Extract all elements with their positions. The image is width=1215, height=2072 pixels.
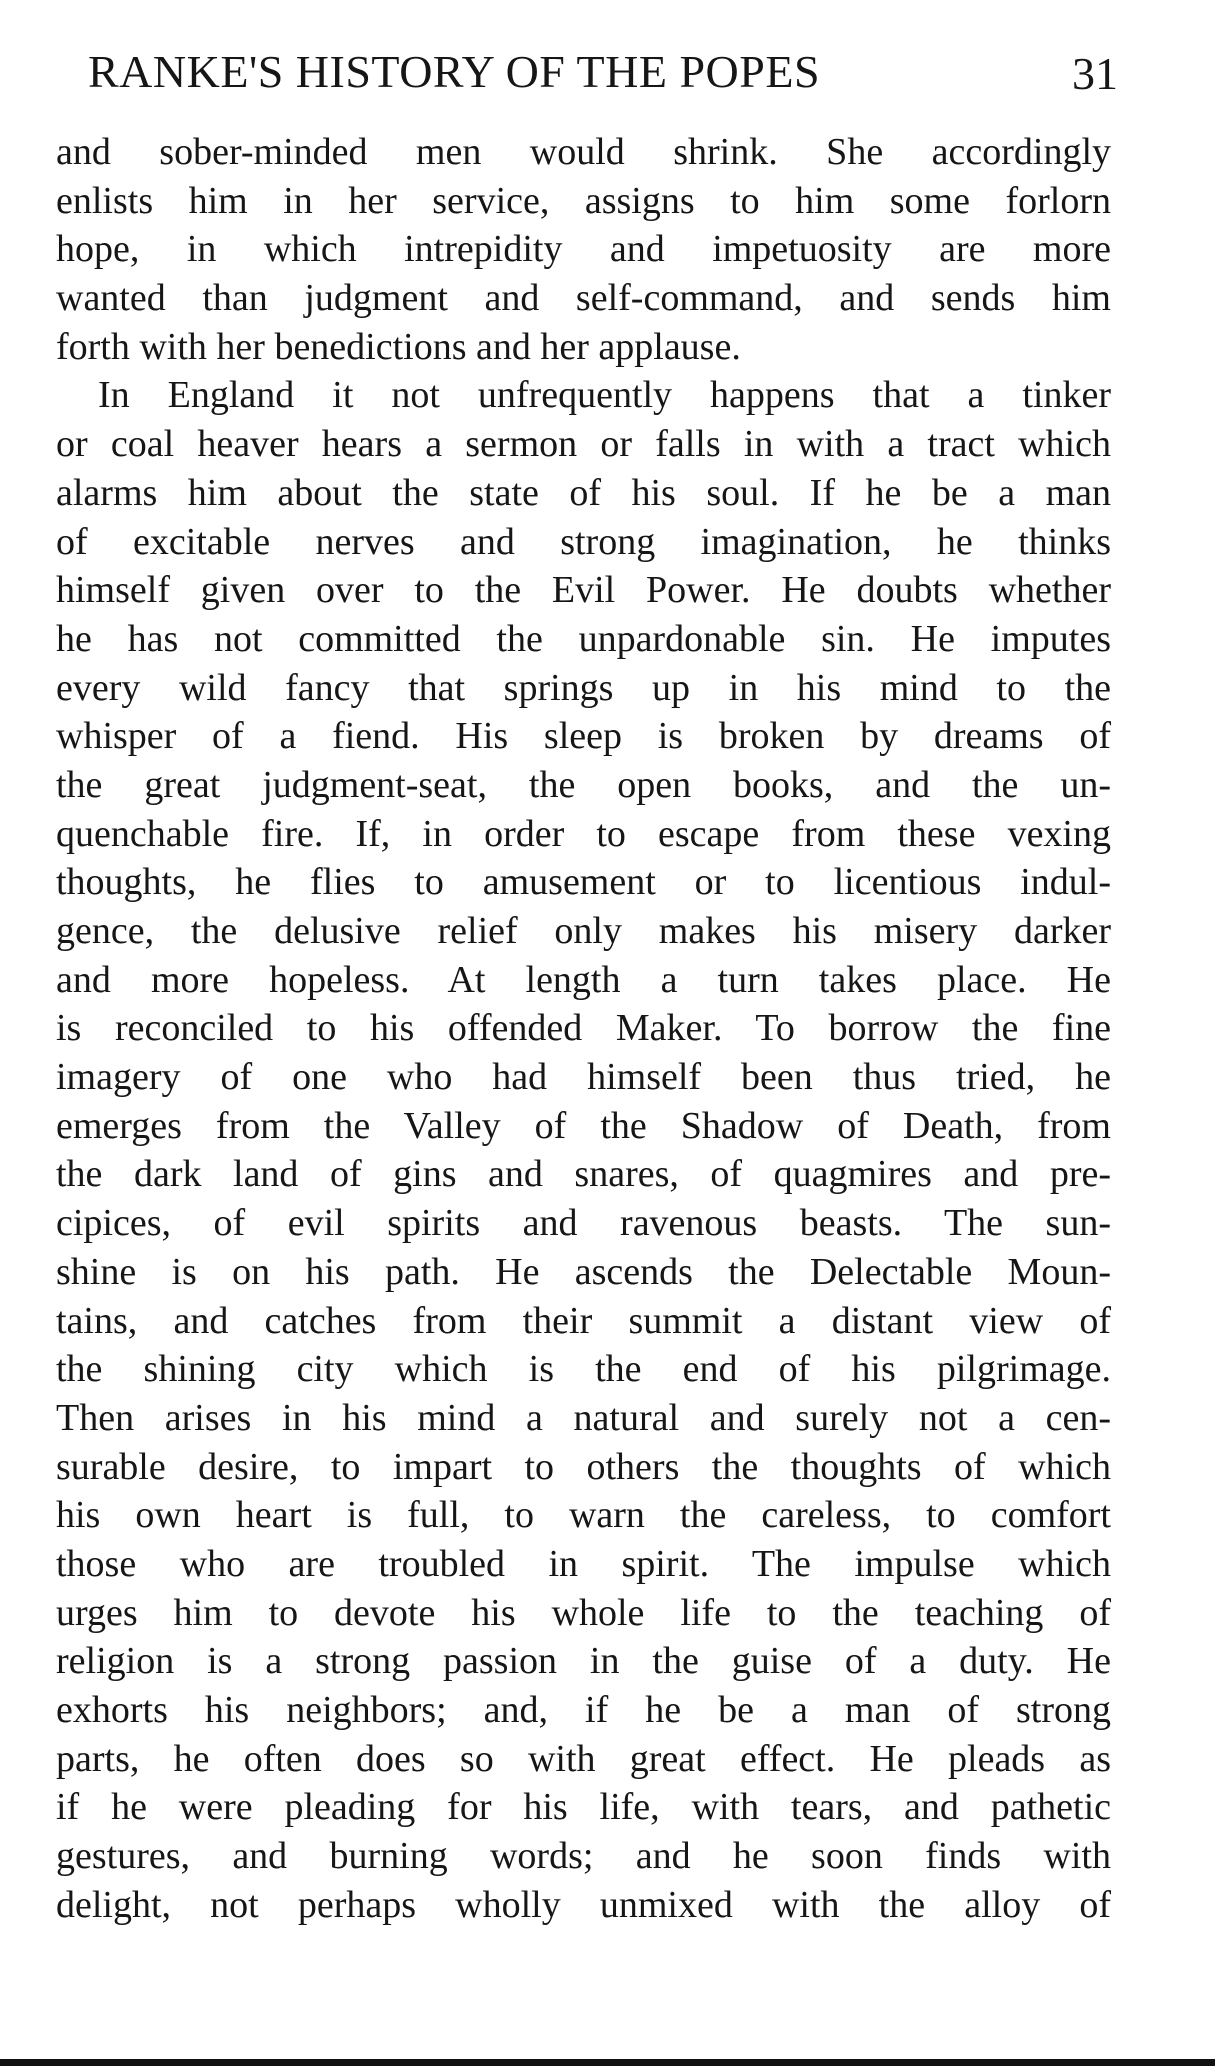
body-text xyxy=(56,128,1111,1929)
text-line: emerges from the Valley of the Shadow of Death, from xyxy=(56,1104,1111,1147)
text-line: gestures, and burning words; and he soon finds with xyxy=(56,1835,1111,1878)
text-line: himself given over to the Evil Power. He doubts whether xyxy=(56,569,1111,612)
text-line: cipices, of evil spirits and ravenous beasts. The sun- xyxy=(56,1202,1111,1245)
text-line: quenchable fire. If, in order to escape from these vexing xyxy=(56,812,1111,855)
text-line: urges him to devote his whole life to the teaching of xyxy=(56,1591,1111,1634)
text-line: or coal heaver hears a sermon or falls in with a tract which xyxy=(56,423,1111,466)
text-line: and more hopeless. At length a turn takes place. He xyxy=(56,958,1111,1001)
text-line: hope, in which intrepidity and impetuosity are more xyxy=(56,228,1111,271)
text-line: enlists him in her service, assigns to him some forlorn xyxy=(56,179,1111,222)
text-line: shine is on his path. He ascends the Delectable Moun- xyxy=(56,1250,1111,1293)
text-line: Then arises in his mind a natural and surely not a cen- xyxy=(56,1396,1111,1439)
text-line: alarms him about the state of his soul. If he be a man xyxy=(56,471,1111,514)
text-line: his own heart is full, to warn the careless, to comfort xyxy=(56,1494,1111,1537)
text-line: whisper of a fiend. His sleep is broken by dreams of xyxy=(56,715,1111,758)
text-line: if he were pleading for his life, with tears, and pathetic xyxy=(56,1786,1111,1829)
text-line: parts, he often does so with great effect. He pleads as xyxy=(56,1737,1111,1780)
page-number: 31 xyxy=(1072,48,1118,99)
text-line: those who are troubled in spirit. The impulse which xyxy=(56,1542,1111,1585)
paragraph-1 xyxy=(56,128,1111,371)
text-line: delight, not perhaps wholly unmixed with the alloy of xyxy=(56,1883,1111,1926)
text-line: and sober-minded men would shrink. She accordingly xyxy=(56,131,1111,173)
text-line: the great judgment-seat, the open books, and the un- xyxy=(56,763,1111,806)
bottom-rule xyxy=(0,2059,1215,2066)
text-line: In England it not unfrequently happens that a tinker xyxy=(98,374,1111,417)
text-line: every wild fancy that springs up in his mind to the xyxy=(56,666,1111,709)
text-line: wanted than judgment and self-command, and sends him xyxy=(56,277,1111,320)
text-line: surable desire, to impart to others the thoughts of which xyxy=(56,1445,1111,1488)
text-line: he has not committed the unpardonable sin. He imputes xyxy=(56,617,1111,660)
text-line: tains, and catches from their summit a distant view of xyxy=(56,1299,1111,1342)
text-line: the shining city which is the end of his pilgrimage. xyxy=(56,1348,1111,1391)
text-line: exhorts his neighbors; and, if he be a man of strong xyxy=(56,1689,1111,1731)
text-line: forth with her benedictions and her applause. xyxy=(56,325,741,368)
text-line: of excitable nerves and strong imagination, he thinks xyxy=(56,520,1111,563)
running-title: RANKE'S HISTORY OF THE POPES xyxy=(88,46,821,97)
text-line: the dark land of gins and snares, of quagmires and pre- xyxy=(56,1153,1111,1196)
text-line: gence, the delusive relief only makes his misery darker xyxy=(56,910,1111,952)
paragraph-2 xyxy=(56,371,1111,1929)
text-line: religion is a strong passion in the guise of a duty. He xyxy=(56,1640,1111,1683)
text-line: thoughts, he flies to amusement or to licentious indul- xyxy=(56,861,1111,904)
text-line: imagery of one who had himself been thus tried, he xyxy=(56,1056,1111,1099)
text-line: is reconciled to his offended Maker. To borrow the fine xyxy=(56,1007,1111,1050)
running-head xyxy=(88,42,1118,102)
